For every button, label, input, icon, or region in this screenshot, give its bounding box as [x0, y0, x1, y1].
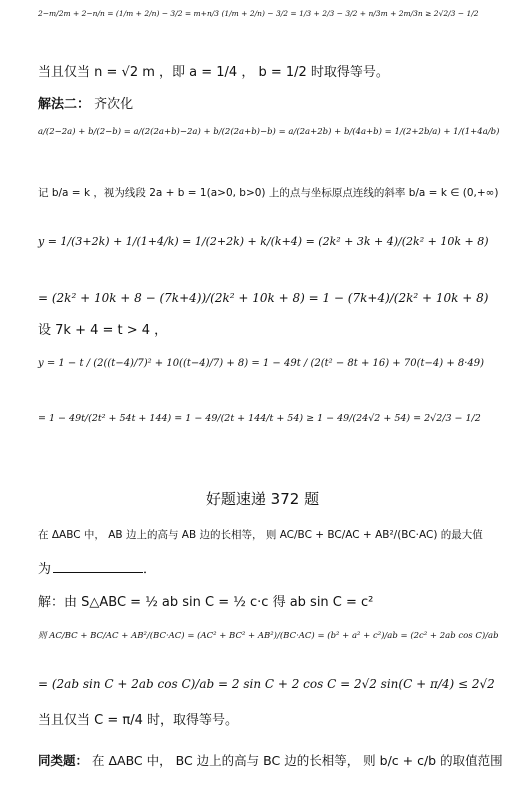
- substitution-line: 设 7k + 4 = t > 4 ，: [38, 323, 168, 338]
- method-two-title: 齐次化: [94, 97, 134, 112]
- solution-line-2: 则 AC/BC + BC/AC + AB²/(BC·AC) = (AC² + BC² + AB²)/(BC·AC) = (b² + a² + c²)/ab = (2c² + 2ab cos C)/ab: [38, 631, 499, 641]
- similar-problem-label: 同类题：: [38, 753, 89, 768]
- question-prefix: 为: [38, 562, 52, 577]
- method-two-heading: [38, 98, 503, 112]
- problem-title: 好题速递 372 题: [205, 490, 320, 508]
- problem-question-line-1: 在 ΔABC 中， AB 边上的高与 AB 边的长相等， 则 AC/BC + BC/AC + AB²/(BC·AC) 的最大值: [38, 529, 483, 541]
- slope-definition: 记 b/a = k ，视为线段 2a + b = 1(a>0, b>0) 上的点与坐标原点连线的斜率 b/a = k ∈ (0,+∞): [38, 187, 499, 199]
- math-line-y-in-k: y = 1/(3+2k) + 1/(1+4/k) = 1/(2+2k) + k/(k+4) = (2k² + 3k + 4)/(2k² + 10k + 8): [38, 235, 489, 248]
- math-line-homogenize: a/(2−2a) + b/(2−b) = a/(2(2a+b)−2a) + b/(2(2a+b)−b) = a/(2a+2b) + b/(4a+b) = 1/(2+2b/a) + 1/(1+4a/b): [38, 127, 500, 137]
- math-line-y-simplified: = (2k² + 10k + 8 − (7k+4))/(2k² + 10k + 8) = 1 − (7k+4)/(2k² + 10k + 8): [38, 291, 489, 305]
- solution-line-3: = (2ab sin C + 2ab cos C)/ab = 2 sin C + 2 cos C = 2√2 sin(C + π/4) ≤ 2√2: [38, 677, 495, 691]
- math-line-y-in-t: y = 1 − t / (2((t−4)/7)² + 10((t−4)/7) + 8) = 1 − 49t / (2(t² − 8t + 16) + 70(t−4) + 8·49): [38, 358, 485, 369]
- question-end: ．: [143, 562, 157, 577]
- solution-equality-condition: 当且仅当 C = π/4 时，取得等号。: [38, 713, 238, 728]
- math-line-result: = 1 − 49t/(2t² + 54t + 144) = 1 − 49/(2t + 144/t + 54) ≥ 1 − 49/(24√2 + 54) = 2√2/3 − 1/2: [38, 413, 481, 424]
- equality-condition-1: 当且仅当 n = √2 m ，即 a = 1/4 ， b = 1/2 时取得等号。: [38, 65, 389, 80]
- similar-problem: [38, 754, 503, 768]
- answer-blank: [53, 572, 143, 573]
- similar-problem-text: 在 ΔABC 中， BC 边上的高与 BC 边的长相等， 则 b/c + c/b 的取值范围: [92, 753, 503, 768]
- solution-line-1: 解：由 S△ABC = ½ ab sin C = ½ c·c 得 ab sin C = c²: [38, 595, 374, 610]
- problem-question-line-2: [38, 563, 503, 577]
- math-line-1: 2−m/2m + 2−n/n = (1/m + 2/n) − 3/2 = m+n/3 (1/m + 2/n) − 3/2 = 1/3 + 2/3 − 3/2 + n/3m + 2m/3n ≥ 2√2/3 − 1/2: [38, 9, 479, 18]
- method-two-label: 解法二：: [38, 97, 91, 112]
